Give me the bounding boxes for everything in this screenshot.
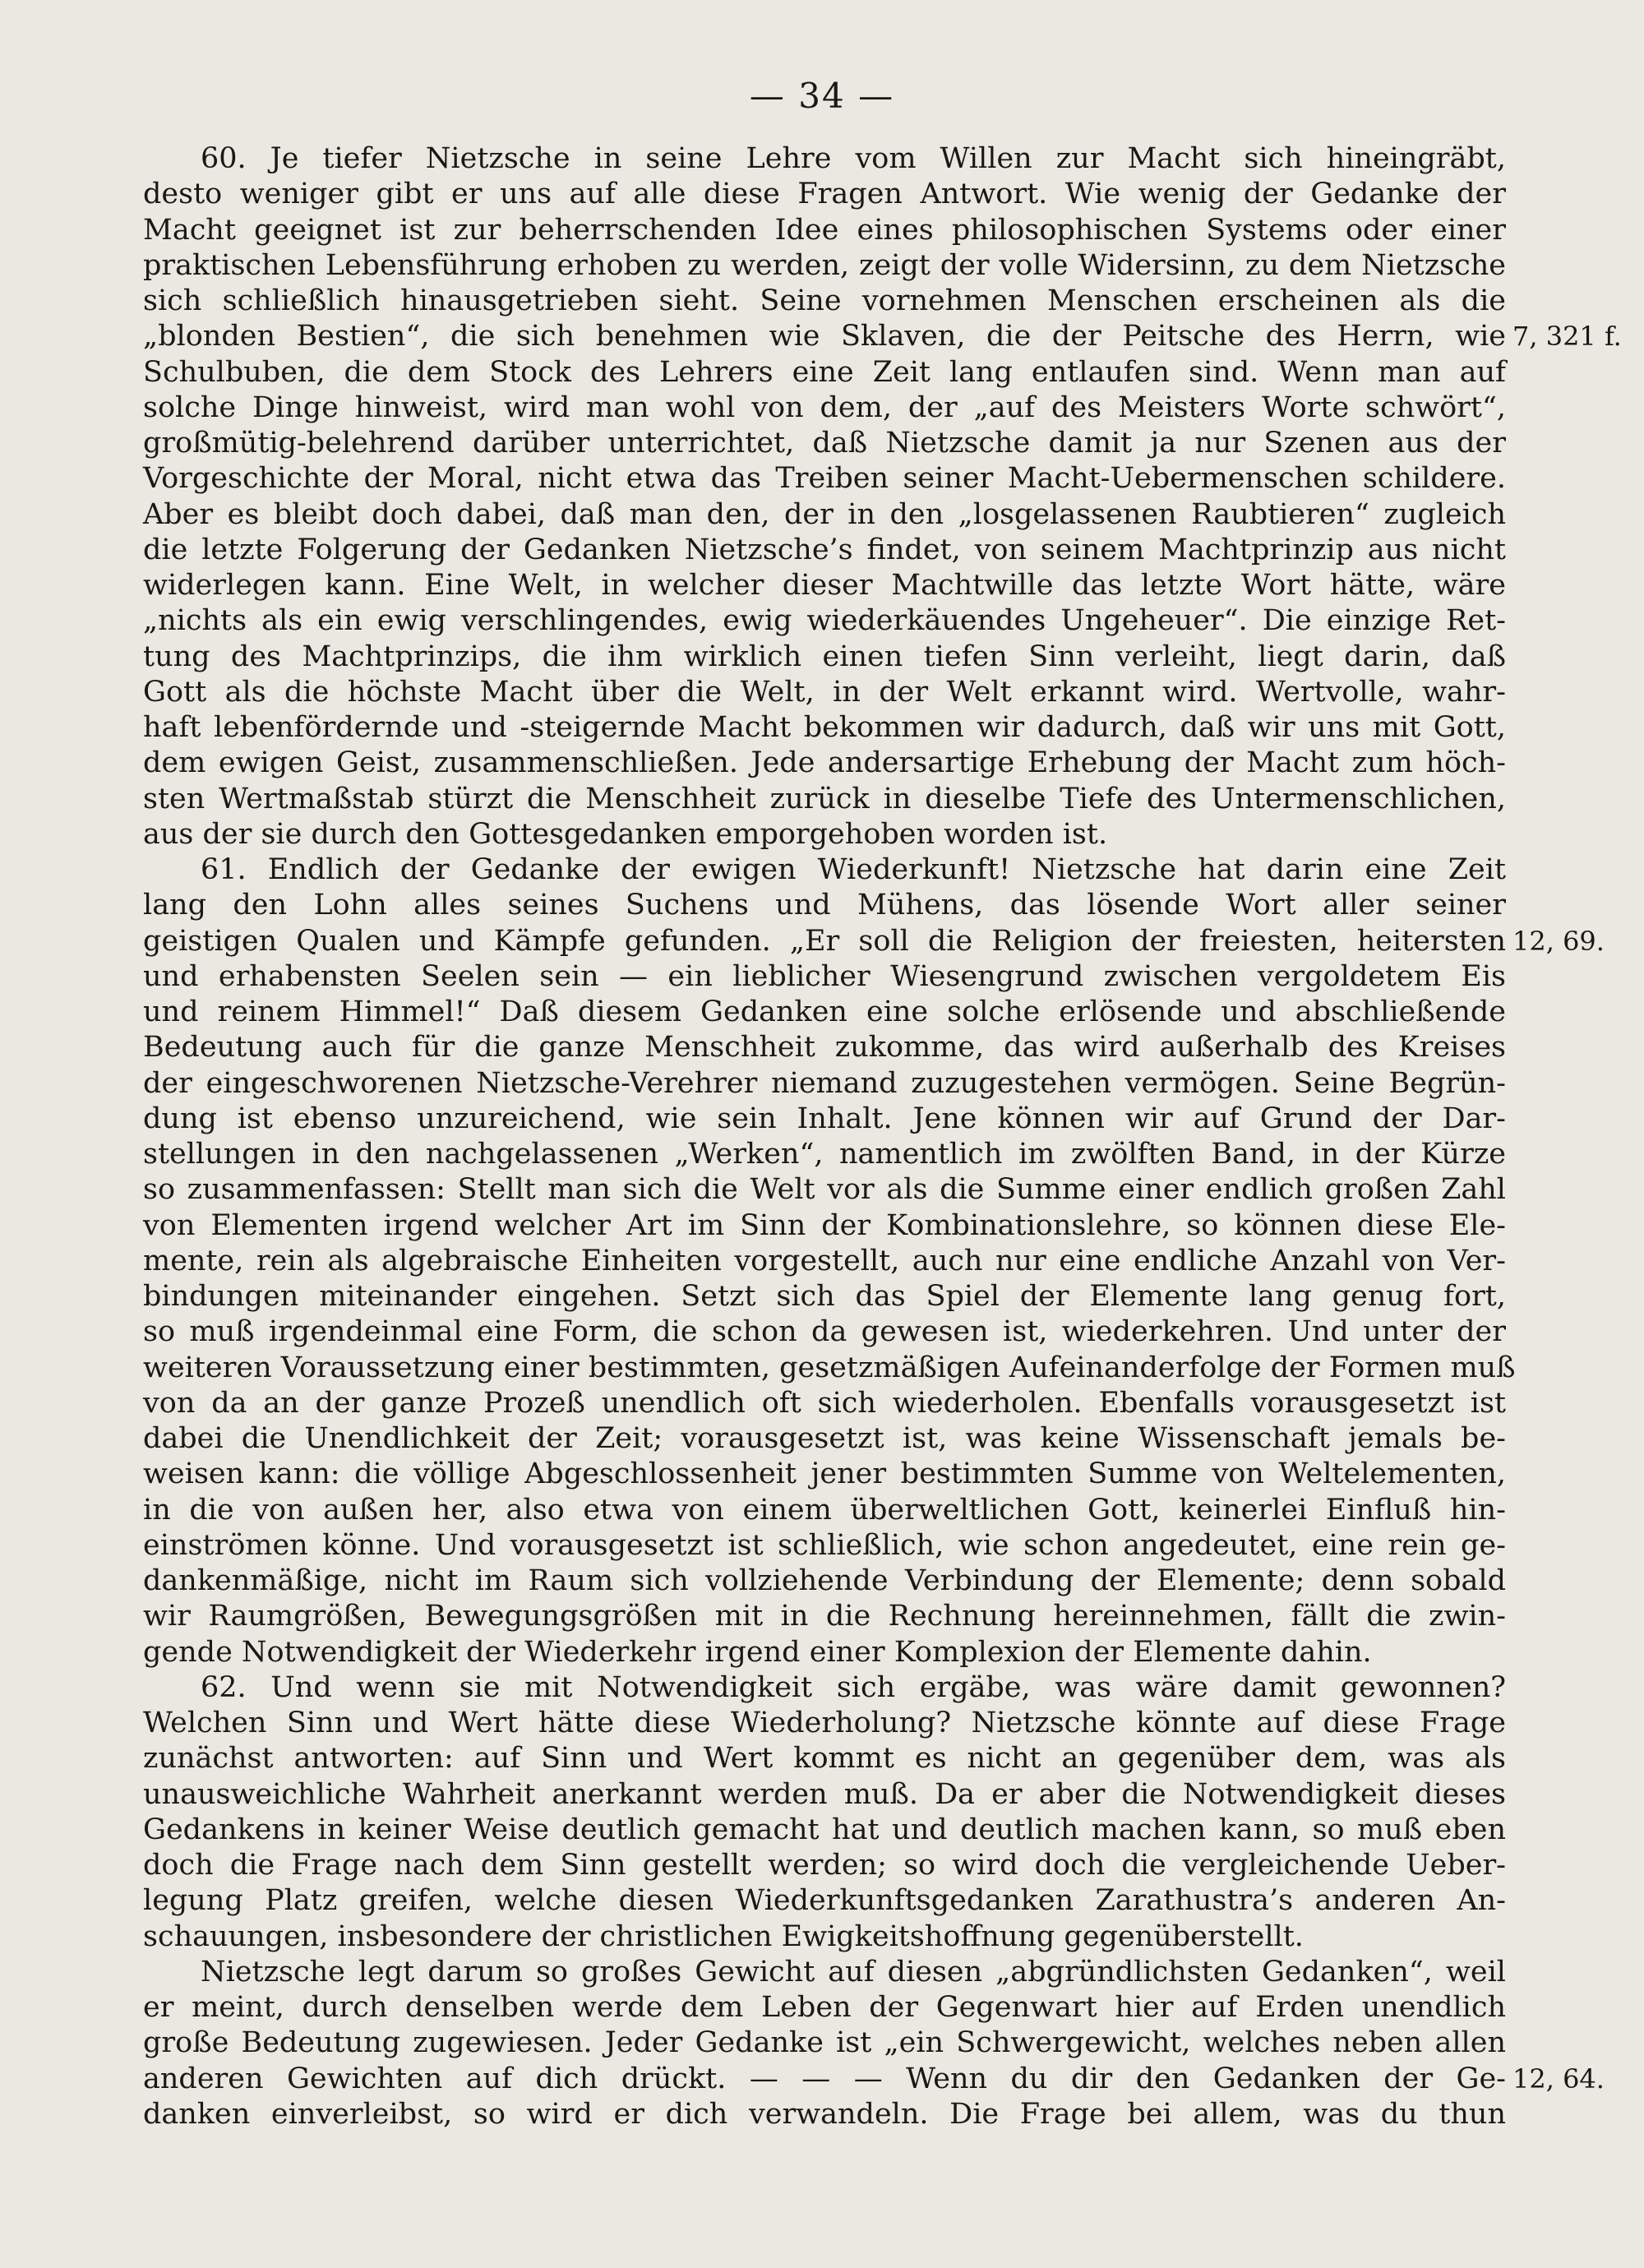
text-line: dankenmäßige, nicht im Raum sich vollziehende Verbindung der Elemente; denn sobald	[143, 1564, 1506, 1597]
text-line: so zusammenfassen: Stellt man sich die Welt vor als die Summe einer endlich großen Zahl	[143, 1173, 1506, 1207]
text-line: praktischen Lebensführung erhoben zu werden, zeigt der volle Widersinn, zu dem Nietzsche	[143, 248, 1506, 282]
text-line: lang den Lohn alles seines Suchens und Mühens, das lösende Wort aller seiner	[143, 889, 1506, 922]
text-line: unausweichliche Wahrheit anerkannt werden muß. Da er aber die Notwendigkeit dieses	[143, 1777, 1506, 1811]
text-line: stellungen in den nachgelassenen „Werken“, namentlich im zwölften Band, in der Kürze	[143, 1138, 1506, 1171]
text-line: die letzte Folgerung der Gedanken Nietzsche’s findet, von seinem Machtprinzip aus nicht	[143, 533, 1506, 566]
text-line: dung ist ebenso unzureichend, wie sein Inhalt. Jene können wir auf Grund der Dar-	[143, 1102, 1506, 1135]
text-line: mente, rein als algebraische Einheiten vorgestellt, auch nur eine endliche Anzahl von Ver-	[143, 1244, 1506, 1277]
text-line: großmütig-belehrend darüber unterrichtet, daß Nietzsche damit ja nur Szenen aus der	[143, 427, 1506, 460]
text-line: Schulbuben, die dem Stock des Lehrers eine Zeit lang entlaufen sind. Wenn man auf	[143, 355, 1506, 389]
text-line: von da an der ganze Prozeß unendlich oft sich wiederholen. Ebenfalls vorausgesetzt ist	[143, 1386, 1506, 1420]
text-line: von Elementen irgend welcher Art im Sinn der Kombinationslehre, so können diese Ele-	[143, 1208, 1506, 1242]
text-line: aus der sie durch den Gottesgedanken emporgehoben worden ist.	[143, 817, 1108, 851]
text-line: schauungen, insbesondere der christlichen Ewigkeitshoffnung gegenüberstellt.	[143, 1919, 1304, 1953]
text-line: tung des Machtprinzips, die ihm wirklich einen tiefen Sinn verleiht, liegt darin, daß	[143, 640, 1506, 673]
text-line: 62. Und wenn sie mit Notwendigkeit sich ergäbe, was wäre damit gewonnen?	[201, 1670, 1506, 1704]
text-line: doch die Frage nach dem Sinn gestellt werden; so wird doch die vergleichende Ueber-	[143, 1849, 1506, 1882]
text-line: „blonden Bestien“, die sich benehmen wie Sklaven, die der Peitsche des Herrn, wie	[143, 320, 1506, 353]
text-line: gende Notwendigkeit der Wiederkehr irgend einer Komplexion der Elemente dahin.	[143, 1635, 1372, 1669]
text-line: geistigen Qualen und Kämpfe gefunden. „Er soll die Religion der freiesten, heitersten	[143, 924, 1506, 958]
text-line: sten Wertmaßstab stürzt die Menschheit zurück in dieselbe Tiefe des Untermenschlichen,	[143, 782, 1506, 815]
text-line: er meint, durch denselben werde dem Leben der Gegenwart hier auf Erden unendlich	[143, 1991, 1506, 2024]
text-line: und reinem Himmel!“ Daß diesem Gedanken eine solche erlösende und abschließende	[143, 995, 1506, 1028]
text-line: haft lebenfördernde und -steigernde Macht bekommen wir dadurch, daß wir uns mit Gott,	[143, 711, 1506, 744]
text-line: 61. Endlich der Gedanke der ewigen Wiederkunft! Nietzsche hat darin eine Zeit	[201, 853, 1506, 886]
margin-reference: 12, 64.	[1512, 2062, 1605, 2095]
text-line: Aber es bleibt doch dabei, daß man den, der in den „losgelassenen Raubtieren“ zugleich	[143, 497, 1506, 531]
text-line: danken einverleibst, so wird er dich verwandeln. Die Frage bei allem, was du thun	[143, 2097, 1506, 2131]
text-line: legung Platz greifen, welche diesen Wiederkunftsgedanken Zarathustra’s anderen An-	[143, 1884, 1506, 1918]
text-line: Bedeutung auch für die ganze Menschheit zukomme, das wird außerhalb des Kreises	[143, 1031, 1506, 1065]
text-line: anderen Gewichten auf dich drückt. — — — Wenn du dir den Gedanken der Ge-	[143, 2062, 1506, 2095]
text-line: desto weniger gibt er uns auf alle diese Fragen Antwort. Wie wenig der Gedanke der	[143, 178, 1506, 211]
text-line: Welchen Sinn und Wert hätte diese Wiederholung? Nietzsche könnte auf diese Frage	[143, 1707, 1506, 1739]
text-line: sich schließlich hinausgetrieben sieht. Seine vornehmen Menschen erscheinen als die	[143, 284, 1506, 317]
text-line: Gott als die höchste Macht über die Welt, in der Welt erkannt wird. Wertvolle, wahr-	[143, 675, 1506, 709]
text-line: bindungen miteinander eingehen. Setzt sich das Spiel der Elemente lang genug fort,	[143, 1280, 1506, 1313]
text-line: zunächst antworten: auf Sinn und Wert kommt es nicht an gegenüber dem, was als	[143, 1742, 1506, 1776]
text-line: dabei die Unendlichkeit der Zeit; vorausgesetzt ist, was keine Wissenschaft jemals be-	[143, 1422, 1506, 1455]
text-line: Macht geeignet ist zur beherrschenden Idee eines philosophischen Systems oder einer	[143, 213, 1506, 247]
text-line: der eingeschworenen Nietzsche-Verehrer niemand zuzugestehen vermögen. Seine Begrün-	[143, 1066, 1506, 1100]
text-line: Gedankens in keiner Weise deutlich gemacht hat und deutlich machen kann, so muß eben	[143, 1813, 1506, 1846]
text-line: wir Raumgrößen, Bewegungsgrößen mit in die Rechnung hereinnehmen, fällt die zwin-	[143, 1600, 1506, 1633]
body-text	[143, 141, 1516, 2132]
text-line: weisen kann: die völlige Abgeschlossenheit jener bestimmten Summe von Weltelementen,	[143, 1457, 1506, 1491]
text-line: „nichts als ein ewig verschlingendes, ewig wiederkäuendes Ungeheuer“. Die einzige Ret-	[143, 604, 1506, 638]
page-number: — 34 —	[749, 76, 895, 116]
text-line: in die von außen her, also etwa von einem überweltlichen Gott, keinerlei Einfluß hin-	[143, 1493, 1506, 1527]
text-line: Vorgeschichte der Moral, nicht etwa das Treiben seiner Macht-Uebermenschen schildere.	[143, 462, 1506, 496]
text-line: solche Dinge hinweist, wird man wohl von dem, der „auf des Meisters Worte schwört“,	[143, 390, 1506, 424]
text-line: einströmen könne. Und vorausgesetzt ist schließlich, wie schon angedeutet, eine rein ge-	[143, 1528, 1506, 1562]
text-line: weiteren Voraussetzung einer bestimmten, gesetzmäßigen Aufeinanderfolge der Formen muß	[143, 1351, 1516, 1384]
text-line: widerlegen kann. Eine Welt, in welcher dieser Machtwille das letzte Wort hätte, wäre	[143, 569, 1506, 602]
margin-reference: 12, 69.	[1512, 925, 1605, 957]
text-line: dem ewigen Geist, zusammenschließen. Jede andersartige Erhebung der Macht zum höch-	[143, 746, 1506, 780]
text-line: Nietzsche legt darum so großes Gewicht auf diesen „abgründlichsten Gedanken“, weil	[201, 1955, 1506, 1989]
text-line: große Bedeutung zugewiesen. Jeder Gedanke ist „ein Schwergewicht, welches neben allen	[143, 2026, 1506, 2060]
text-line: so muß irgendeinmal eine Form, die schon da gewesen ist, wiederkehren. Und unter der	[143, 1315, 1506, 1349]
margin-reference: 7, 321 f.	[1512, 321, 1622, 353]
text-line: und erhabensten Seelen sein — ein lieblicher Wiesengrund zwischen vergoldetem Eis	[143, 959, 1506, 993]
text-line: 60. Je tiefer Nietzsche in seine Lehre vom Willen zur Macht sich hineingräbt,	[201, 142, 1506, 175]
